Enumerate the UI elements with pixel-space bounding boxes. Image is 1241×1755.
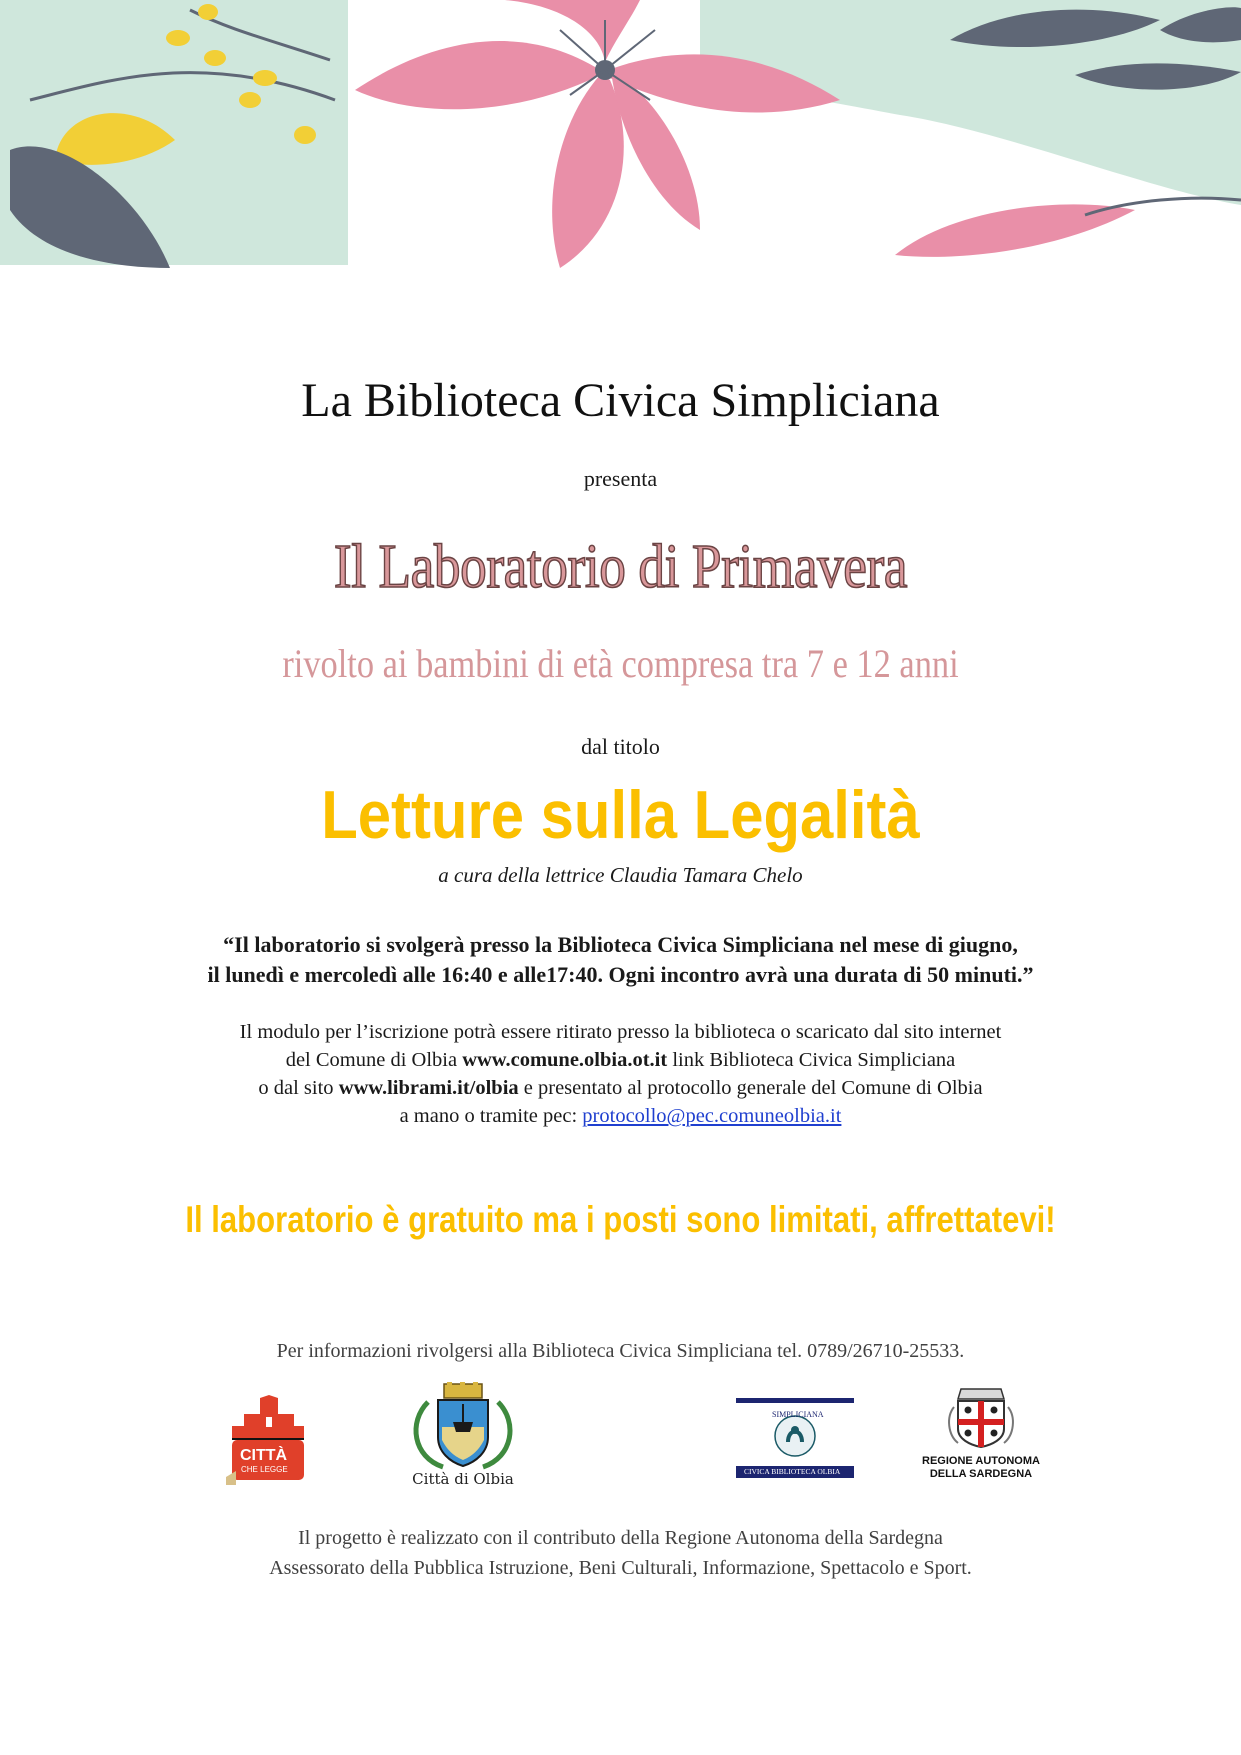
credits-line-2: Assessorato della Pubblica Istruzione, Beni Culturali, Informazione, Spettacolo e Sport.	[269, 1557, 972, 1579]
quote-line-1: “Il laboratorio si svolgerà presso la Biblioteca Civica Simpliciana nel mese di giugno,	[223, 932, 1018, 957]
simpliciana-top-text: SIMPLICIANA	[772, 1410, 824, 1419]
registration-line-4: a mano o tramite pec: protocollo@pec.comuneolbia.it	[399, 1105, 842, 1127]
floral-banner	[0, 0, 1241, 270]
olbia-crest-icon	[398, 1382, 528, 1470]
workshop-name: Letture sulla Legalità	[321, 777, 920, 853]
citta-che-legge-logo	[224, 1395, 314, 1487]
citta-che-legge-text-2: CHE LEGGE	[241, 1465, 288, 1474]
curator-line: a cura della lettrice Claudia Tamara Chelo	[438, 863, 803, 887]
registration-info	[0, 1018, 1241, 1130]
registration-line-1: Il modulo per l’iscrizione potrà essere ritirato presso la biblioteca o scaricato dal sito internet	[239, 1021, 1002, 1043]
quote-line-2: il lunedì e mercoledì alle 16:40 e alle17:40. Ogni incontro avrà una durata di 50 minuti.”	[207, 962, 1034, 987]
regione-sardegna-logo	[916, 1387, 1046, 1479]
title-intro: dal titolo	[581, 734, 660, 759]
olbia-label: Città di Olbia	[412, 1470, 514, 1488]
contact-info: Per informazioni rivolgersi alla Biblioteca Civica Simpliciana tel. 0789/26710-25533.	[276, 1340, 965, 1362]
workshop-title: Il Laboratorio di Primavera	[333, 533, 908, 601]
simpliciana-bottom-text: CIVICA BIBLIOTECA OLBIA	[744, 1467, 841, 1476]
simpliciana-logo	[736, 1398, 854, 1478]
registration-line-2: del Comune di Olbia www.comune.olbia.ot.it link Biblioteca Civica Simpliciana	[285, 1049, 956, 1071]
free-notice: Il laboratorio è gratuito ma i posti sono limitati, affrettatevi!	[185, 1199, 1056, 1240]
organization-title: La Biblioteca Civica Simpliciana	[301, 374, 940, 427]
project-credits	[0, 1523, 1241, 1583]
comune-website[interactable]: www.comune.olbia.ot.it	[462, 1049, 668, 1071]
workshop-audience: rivolto ai bambini di età compresa tra 7 e 12 anni	[282, 641, 959, 686]
sardegna-label-1: REGIONE AUTONOMA	[922, 1455, 1040, 1467]
olbia-coat-of-arms	[398, 1382, 528, 1494]
registration-line-3: o dal sito www.librami.it/olbia e presentato al protocollo generale del Comune di Olbia	[258, 1077, 983, 1099]
sardegna-crest-icon	[916, 1387, 1046, 1449]
sardegna-label-2: DELLA SARDEGNA	[929, 1468, 1033, 1480]
schedule-quote	[0, 930, 1241, 990]
librami-website[interactable]: www.librami.it/olbia	[338, 1077, 519, 1099]
credits-line-1: Il progetto è realizzato con il contributo della Regione Autonoma della Sardegna	[298, 1527, 943, 1549]
pec-email-link[interactable]: protocollo@pec.comuneolbia.it	[582, 1105, 842, 1127]
citta-che-legge-text-1: CITTÀ	[240, 1447, 288, 1464]
presents-label: presenta	[583, 466, 658, 491]
